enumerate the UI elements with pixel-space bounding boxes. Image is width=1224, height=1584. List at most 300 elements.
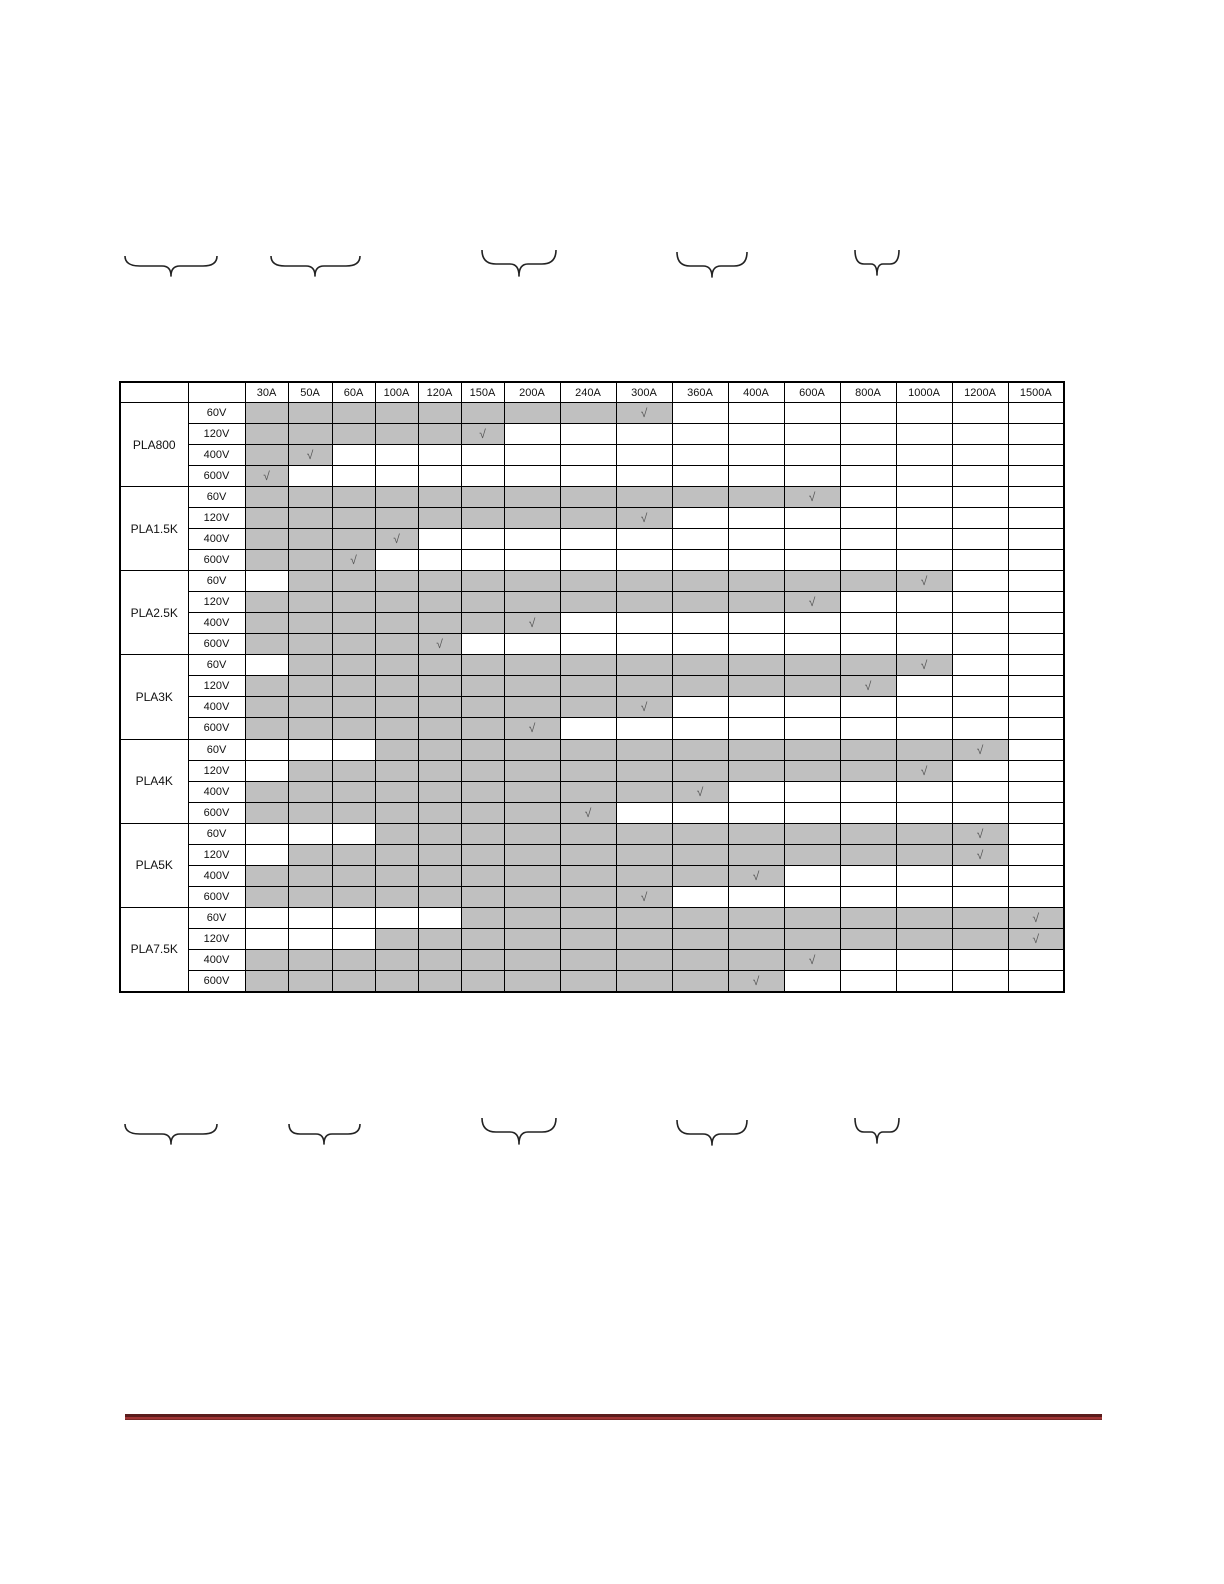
matrix-cell: [784, 529, 840, 550]
matrix-cell: [504, 886, 560, 907]
matrix-cell: [952, 550, 1008, 571]
matrix-cell: [560, 655, 616, 676]
matrix-cell: [332, 403, 375, 424]
matrix-cell: [418, 445, 461, 466]
matrix-cell: [288, 424, 332, 445]
matrix-cell: [952, 907, 1008, 928]
table-row: [120, 445, 1064, 466]
matrix-cell: [952, 802, 1008, 823]
matrix-cell: [616, 445, 672, 466]
matrix-cell: [784, 571, 840, 592]
matrix-cell: [245, 697, 288, 718]
matrix-cell: [1008, 802, 1064, 823]
matrix-cell: [672, 592, 728, 613]
matrix-cell: [461, 403, 504, 424]
matrix-cell: [332, 949, 375, 970]
matrix-cell: [288, 928, 332, 949]
matrix-cell: [784, 445, 840, 466]
matrix-cell: [504, 739, 560, 760]
matrix-cell: [332, 865, 375, 886]
matrix-cell: [1008, 655, 1064, 676]
matrix-cell: [332, 571, 375, 592]
column-header: 300A: [616, 382, 672, 403]
matrix-cell: [560, 487, 616, 508]
matrix-cell: [288, 739, 332, 760]
matrix-cell: [560, 403, 616, 424]
matrix-cell: [728, 508, 784, 529]
matrix-cell: [896, 907, 952, 928]
matrix-cell: [418, 886, 461, 907]
matrix-cell: [840, 571, 896, 592]
matrix-cell: [560, 508, 616, 529]
voltage-label: 400V: [188, 865, 245, 886]
matrix-cell: [616, 487, 672, 508]
matrix-cell: [728, 676, 784, 697]
matrix-cell: [418, 739, 461, 760]
matrix-cell: [784, 739, 840, 760]
matrix-cell: [245, 907, 288, 928]
matrix-cell: [461, 886, 504, 907]
matrix-cell: [672, 676, 728, 697]
table-row: [120, 592, 1064, 613]
check-mark: √: [952, 844, 1008, 865]
matrix-cell: [245, 760, 288, 781]
matrix-cell: [616, 592, 672, 613]
matrix-cell: [461, 592, 504, 613]
matrix-cell: [1008, 823, 1064, 844]
matrix-cell: [952, 949, 1008, 970]
matrix-cell: [840, 697, 896, 718]
matrix-cell: [461, 949, 504, 970]
matrix-cell: [840, 508, 896, 529]
matrix-cell: [245, 613, 288, 634]
matrix-cell: [672, 949, 728, 970]
table-row: [120, 508, 1064, 529]
voltage-label: 60V: [188, 403, 245, 424]
table-row: [120, 487, 1064, 508]
header-row: [120, 382, 1064, 403]
column-header: 120A: [418, 382, 461, 403]
matrix-cell: [245, 949, 288, 970]
matrix-cell: [418, 424, 461, 445]
matrix-cell: [784, 655, 840, 676]
matrix-cell: [728, 571, 784, 592]
matrix-cell: [896, 487, 952, 508]
matrix-cell: [896, 823, 952, 844]
top-brace-row: [0, 246, 1224, 286]
table-row: [120, 634, 1064, 655]
column-header: 360A: [672, 382, 728, 403]
matrix-cell: [616, 907, 672, 928]
matrix-cell: [288, 907, 332, 928]
matrix-cell: [1008, 487, 1064, 508]
matrix-cell: [1008, 571, 1064, 592]
matrix-cell: [952, 508, 1008, 529]
matrix-cell: [461, 676, 504, 697]
matrix-cell: [616, 529, 672, 550]
check-mark: √: [784, 949, 840, 970]
voltage-label: 600V: [188, 718, 245, 739]
brace-4: [677, 252, 747, 277]
model-rating-matrix: [119, 381, 1065, 993]
matrix-cell: [375, 970, 418, 992]
matrix-cell: [288, 844, 332, 865]
matrix-cell: [288, 529, 332, 550]
column-header: 800A: [840, 382, 896, 403]
matrix-cell: [840, 613, 896, 634]
matrix-cell: [288, 466, 332, 487]
matrix-cell: [332, 613, 375, 634]
brace-3: [482, 250, 556, 276]
column-header: 30A: [245, 382, 288, 403]
matrix-cell: [896, 613, 952, 634]
matrix-cell: [616, 424, 672, 445]
matrix-cell: [784, 718, 840, 739]
table-row: [120, 970, 1064, 992]
matrix-cell: [840, 445, 896, 466]
matrix-cell: [616, 676, 672, 697]
matrix-cell: [245, 865, 288, 886]
matrix-cell: [288, 508, 332, 529]
matrix-cell: [784, 802, 840, 823]
matrix-cell: [952, 571, 1008, 592]
matrix-cell: [461, 529, 504, 550]
matrix-cell: [375, 949, 418, 970]
matrix-cell: [560, 739, 616, 760]
check-mark: √: [616, 508, 672, 529]
matrix-cell: [288, 634, 332, 655]
matrix-cell: [952, 970, 1008, 992]
matrix-cell: [560, 928, 616, 949]
matrix-cell: [560, 424, 616, 445]
matrix-cell: [1008, 718, 1064, 739]
voltage-label: 60V: [188, 571, 245, 592]
matrix-cell: [245, 571, 288, 592]
matrix-cell: [461, 550, 504, 571]
check-mark: √: [418, 634, 461, 655]
matrix-cell: [418, 781, 461, 802]
matrix-cell: [840, 907, 896, 928]
matrix-cell: [616, 844, 672, 865]
matrix-cell: [332, 424, 375, 445]
matrix-cell: [418, 697, 461, 718]
matrix-cell: [952, 781, 1008, 802]
matrix-cell: [728, 907, 784, 928]
check-mark: √: [896, 655, 952, 676]
matrix-cell: [784, 550, 840, 571]
matrix-cell: [616, 571, 672, 592]
check-mark: √: [375, 529, 418, 550]
matrix-cell: [728, 886, 784, 907]
matrix-cell: [952, 718, 1008, 739]
matrix-cell: [332, 760, 375, 781]
model-name: PLA3K: [120, 655, 188, 739]
matrix-cell: [461, 613, 504, 634]
check-mark: √: [245, 466, 288, 487]
voltage-label: 400V: [188, 697, 245, 718]
matrix-cell: [672, 844, 728, 865]
brace-1: [125, 1124, 217, 1144]
matrix-cell: [375, 571, 418, 592]
matrix-cell: [784, 844, 840, 865]
check-mark: √: [784, 487, 840, 508]
matrix-cell: [1008, 424, 1064, 445]
matrix-cell: [288, 949, 332, 970]
matrix-cell: [952, 655, 1008, 676]
matrix-cell: [332, 529, 375, 550]
matrix-cell: [840, 634, 896, 655]
check-mark: √: [728, 865, 784, 886]
matrix-cell: [616, 760, 672, 781]
matrix-cell: [840, 592, 896, 613]
matrix-cell: [560, 823, 616, 844]
matrix-cell: [1008, 403, 1064, 424]
table-row: [120, 697, 1064, 718]
check-mark: √: [616, 886, 672, 907]
brace-2: [271, 256, 360, 276]
matrix-cell: [375, 634, 418, 655]
voltage-label: 120V: [188, 928, 245, 949]
matrix-cell: [672, 760, 728, 781]
column-header: 1000A: [896, 382, 952, 403]
matrix-cell: [288, 718, 332, 739]
voltage-label: 400V: [188, 949, 245, 970]
check-mark: √: [504, 613, 560, 634]
matrix-cell: [418, 613, 461, 634]
matrix-cell: [560, 613, 616, 634]
matrix-cell: [418, 571, 461, 592]
matrix-cell: [840, 403, 896, 424]
voltage-label: 400V: [188, 781, 245, 802]
matrix-cell: [896, 676, 952, 697]
matrix-cell: [896, 949, 952, 970]
matrix-cell: [560, 634, 616, 655]
matrix-cell: [504, 823, 560, 844]
matrix-cell: [672, 697, 728, 718]
table-row: [120, 466, 1064, 487]
matrix-cell: [672, 403, 728, 424]
matrix-cell: [504, 970, 560, 992]
matrix-cell: [896, 970, 952, 992]
matrix-cell: [896, 466, 952, 487]
matrix-cell: [288, 697, 332, 718]
matrix-cell: [418, 529, 461, 550]
matrix-cell: [784, 823, 840, 844]
matrix-cell: [672, 970, 728, 992]
matrix-cell: [418, 655, 461, 676]
matrix-cell: [616, 823, 672, 844]
table-row: [120, 865, 1064, 886]
matrix-cell: [418, 865, 461, 886]
check-mark: √: [560, 802, 616, 823]
matrix-cell: [728, 634, 784, 655]
matrix-cell: [560, 949, 616, 970]
matrix-cell: [418, 403, 461, 424]
matrix-cell: [560, 592, 616, 613]
table-row: [120, 613, 1064, 634]
matrix-cell: [896, 529, 952, 550]
matrix-cell: [461, 760, 504, 781]
matrix-cell: [332, 823, 375, 844]
matrix-cell: [896, 739, 952, 760]
check-mark: √: [616, 403, 672, 424]
matrix-cell: [896, 781, 952, 802]
matrix-cell: [952, 697, 1008, 718]
matrix-cell: [952, 403, 1008, 424]
matrix-cell: [418, 970, 461, 992]
matrix-cell: [672, 529, 728, 550]
matrix-cell: [840, 550, 896, 571]
column-header: 50A: [288, 382, 332, 403]
matrix-cell: [332, 718, 375, 739]
matrix-cell: [840, 802, 896, 823]
matrix-cell: [332, 466, 375, 487]
column-header: 1500A: [1008, 382, 1064, 403]
matrix-cell: [375, 403, 418, 424]
matrix-cell: [672, 571, 728, 592]
matrix-cell: [728, 445, 784, 466]
matrix-cell: [616, 928, 672, 949]
matrix-cell: [418, 823, 461, 844]
matrix-cell: [616, 466, 672, 487]
matrix-cell: [616, 949, 672, 970]
matrix-cell: [504, 949, 560, 970]
check-mark: √: [952, 739, 1008, 760]
matrix-cell: [504, 466, 560, 487]
matrix-cell: [288, 886, 332, 907]
matrix-cell: [840, 655, 896, 676]
matrix-cell: [896, 865, 952, 886]
matrix-cell: [418, 592, 461, 613]
matrix-cell: [672, 445, 728, 466]
matrix-cell: [784, 697, 840, 718]
voltage-label: 400V: [188, 445, 245, 466]
matrix-cell: [461, 970, 504, 992]
column-header: 600A: [784, 382, 840, 403]
matrix-cell: [332, 781, 375, 802]
matrix-cell: [616, 550, 672, 571]
matrix-cell: [245, 844, 288, 865]
matrix-cell: [288, 676, 332, 697]
matrix-cell: [375, 802, 418, 823]
matrix-cell: [560, 550, 616, 571]
matrix-cell: [418, 487, 461, 508]
voltage-label: 400V: [188, 529, 245, 550]
matrix-cell: [504, 508, 560, 529]
table-row: [120, 781, 1064, 802]
matrix-cell: [245, 424, 288, 445]
matrix-cell: [728, 655, 784, 676]
matrix-cell: [332, 445, 375, 466]
matrix-cell: [616, 718, 672, 739]
matrix-cell: [288, 403, 332, 424]
matrix-cell: [672, 550, 728, 571]
brace-3: [482, 1118, 556, 1144]
table-row: [120, 802, 1064, 823]
voltage-label: 600V: [188, 970, 245, 992]
matrix-cell: [560, 466, 616, 487]
table-row: [120, 739, 1064, 760]
matrix-cell: [461, 655, 504, 676]
matrix-cell: [1008, 634, 1064, 655]
matrix-cell: [672, 655, 728, 676]
matrix-cell: [616, 655, 672, 676]
matrix-cell: [1008, 445, 1064, 466]
matrix-cell: [672, 886, 728, 907]
table-row: [120, 760, 1064, 781]
matrix-cell: [418, 907, 461, 928]
matrix-cell: [288, 823, 332, 844]
matrix-cell: [728, 466, 784, 487]
matrix-cell: [728, 697, 784, 718]
column-header: 240A: [560, 382, 616, 403]
check-mark: √: [784, 592, 840, 613]
matrix-cell: [728, 928, 784, 949]
check-mark: √: [461, 424, 504, 445]
matrix-cell: [560, 529, 616, 550]
matrix-cell: [616, 802, 672, 823]
matrix-cell: [461, 508, 504, 529]
voltage-label: 120V: [188, 424, 245, 445]
matrix-cell: [560, 781, 616, 802]
matrix-cell: [784, 865, 840, 886]
header-blank-voltage: [188, 382, 245, 403]
matrix-cell: [245, 781, 288, 802]
matrix-cell: [672, 634, 728, 655]
table-row: [120, 886, 1064, 907]
column-header: 60A: [332, 382, 375, 403]
matrix-cell: [560, 886, 616, 907]
matrix-cell: [1008, 970, 1064, 992]
matrix-cell: [672, 739, 728, 760]
matrix-cell: [784, 928, 840, 949]
matrix-cell: [672, 466, 728, 487]
table-row: [120, 571, 1064, 592]
matrix-cell: [288, 613, 332, 634]
matrix-cell: [332, 487, 375, 508]
matrix-cell: [504, 487, 560, 508]
matrix-cell: [418, 802, 461, 823]
model-name: PLA5K: [120, 823, 188, 907]
column-header: 1200A: [952, 382, 1008, 403]
voltage-label: 60V: [188, 907, 245, 928]
matrix-cell: [461, 634, 504, 655]
header-blank-model: [120, 382, 188, 403]
matrix-cell: [728, 718, 784, 739]
matrix-cell: [504, 403, 560, 424]
matrix-cell: [840, 466, 896, 487]
matrix-cell: [332, 802, 375, 823]
matrix-body: [120, 403, 1064, 993]
matrix-cell: [1008, 865, 1064, 886]
matrix-cell: [504, 592, 560, 613]
matrix-cell: [245, 445, 288, 466]
table-row: [120, 403, 1064, 424]
matrix-cell: [375, 697, 418, 718]
matrix-cell: [952, 676, 1008, 697]
matrix-cell: [952, 760, 1008, 781]
matrix-cell: [504, 781, 560, 802]
matrix-cell: [896, 445, 952, 466]
matrix-cell: [840, 781, 896, 802]
table-row: [120, 823, 1064, 844]
matrix-cell: [504, 634, 560, 655]
matrix-cell: [672, 508, 728, 529]
matrix-cell: [504, 928, 560, 949]
matrix-cell: [952, 865, 1008, 886]
matrix-cell: [504, 445, 560, 466]
brace-5: [855, 1118, 899, 1143]
